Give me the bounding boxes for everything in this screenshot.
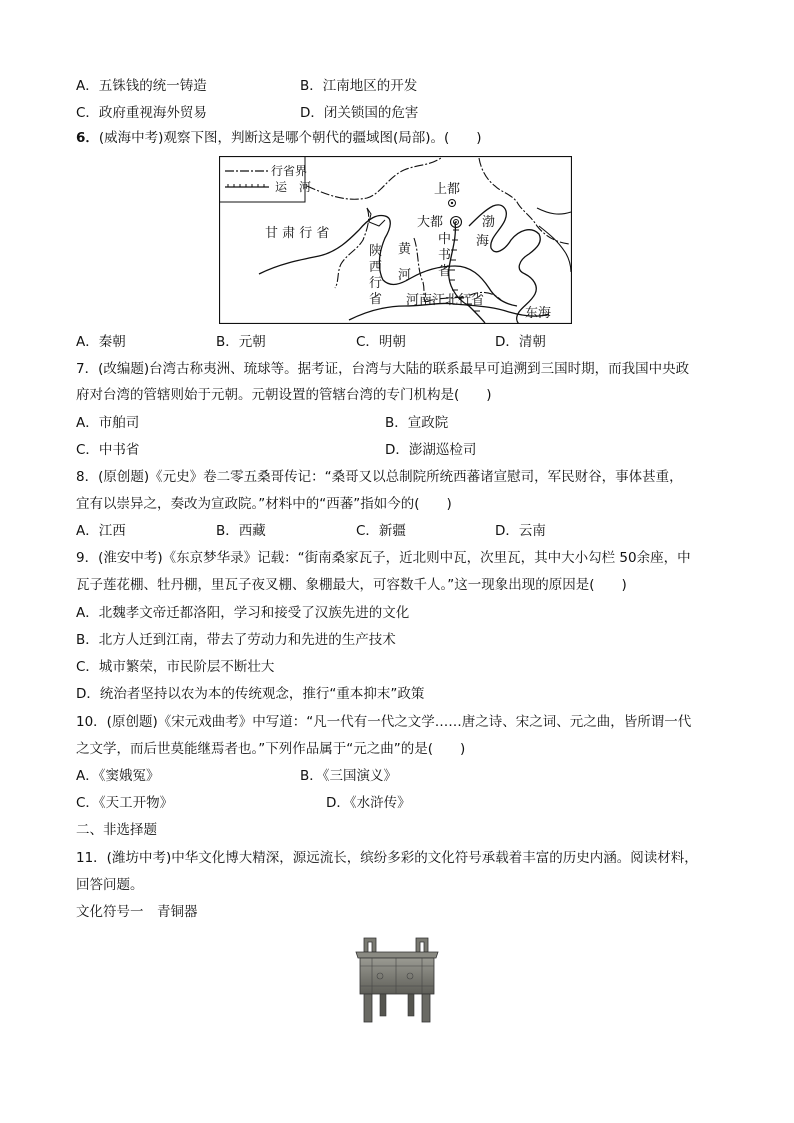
q8-line-1: 8．(原创题)《元史》卷二零五桑哥传记：“桑哥又以总制院所统西蕃诸宣慰司，军民财谷，事体甚重， <box>76 469 683 485</box>
q5-option-c: C．政府重视海外贸易 <box>76 105 207 121</box>
q10-option-a: A．《窦娥冤》 <box>76 768 160 784</box>
q9-option-d: D．统治者坚持以农为本的传统观念，推行“重本抑末”政策 <box>76 686 425 702</box>
q8-line-2: 宜有以崇异之，奏改为宣政院。”材料中的“西蕃”指如今的( ) <box>76 496 452 512</box>
shaanxi-char-2: 西 <box>369 260 383 275</box>
q11-line-1: 11．(潍坊中考)中华文化博大精深，源远流长，缤纷多彩的文化符号承载着丰富的历史内涵。阅读材料， <box>76 850 698 866</box>
rim <box>356 952 438 958</box>
yellow-river-char-2: 河 <box>398 268 412 283</box>
right-handle <box>416 938 428 952</box>
dadu-dot <box>455 221 457 223</box>
q6-option-c: C．明朝 <box>356 334 406 350</box>
q6-option-d: D．清朝 <box>495 334 546 350</box>
q9-option-a: A．北魏孝文帝迁都洛阳，学习和接受了汉族先进的文化 <box>76 605 410 621</box>
q7-line-2: 府对台湾的管辖则始于元朝。元朝设置的管辖台湾的专门机构是( ) <box>76 387 492 403</box>
q8-option-b: B．西藏 <box>216 523 266 539</box>
q9-option-c: C．城市繁荣，市民阶层不断壮大 <box>76 659 275 675</box>
q6-option-b: B．元朝 <box>216 334 266 350</box>
zhongshu-char-3: 省 <box>438 264 452 279</box>
zhongshu-char-1: 中 <box>438 232 452 247</box>
legend-boundary-label: 行省界 <box>271 164 308 178</box>
left-handle <box>364 938 376 952</box>
q9-option-b: B．北方人迁到江南，带去了劳动力和先进的生产技术 <box>76 632 396 648</box>
leg-2 <box>422 994 430 1022</box>
q10-line-1: 10．(原创题)《宋元戏曲考》中写道：“凡一代有一代之文学……唐之诗、宋之词、元之曲，皆所谓一代 <box>76 714 692 730</box>
shaanxi-char-3: 行 <box>369 276 383 291</box>
q7-option-b: B．宣政院 <box>385 415 449 431</box>
bohai-char-2: 海 <box>476 234 490 249</box>
q9-line-1: 9．(淮安中考)《东京梦华录》记载：“街南桑家瓦子，近北则中瓦，次里瓦，其中大小勾栏 50余座，中 <box>76 550 691 566</box>
shangdu-label: 上都 <box>434 182 461 197</box>
q5-option-d: D．闭关锁国的危害 <box>300 105 419 121</box>
cultural-symbol-1: 文化符号一 青铜器 <box>76 904 198 920</box>
donghai-label: 东海 <box>525 306 552 321</box>
henan-jiangbei-label: 河南江北行省 <box>406 293 485 308</box>
shaanxi-char-4: 省 <box>369 292 383 307</box>
q10-option-d: D．《水浒传》 <box>326 795 411 811</box>
shangdu-dot <box>451 202 453 204</box>
bronze-ding-image <box>352 934 442 1026</box>
q5-option-a: A．五铢钱的统一铸造 <box>76 78 207 94</box>
dadu-label: 大都 <box>417 215 444 230</box>
leg-1 <box>364 994 372 1022</box>
q8-option-a: A．江西 <box>76 523 126 539</box>
q6-stem-text: (威海中考)观察下图，判断这是哪个朝代的疆域图(局部)。( ) <box>98 130 482 146</box>
zhongshu-char-2: 书 <box>438 248 452 263</box>
q10-line-2: 之文学，而后世莫能继焉者也。”下列作品属于“元之曲”的是( ) <box>76 741 466 757</box>
leg-3 <box>380 994 386 1016</box>
leg-4 <box>408 994 414 1016</box>
q6-number: 6． <box>76 130 99 146</box>
q7-option-c: C．中书省 <box>76 442 140 458</box>
q7-option-a: A．市舶司 <box>76 415 140 431</box>
legend-canal-label: 运 河 <box>275 180 312 194</box>
shaanxi-char-1: 陕 <box>369 244 383 259</box>
q5-option-b: B．江南地区的开发 <box>300 78 418 94</box>
q9-line-2: 瓦子莲花棚、牡丹棚，里瓦子夜叉棚、象棚最大，可容数千人。”这一现象出现的原因是( ) <box>76 577 627 593</box>
q7-option-d: D．澎湖巡检司 <box>385 442 477 458</box>
body <box>360 958 434 994</box>
bohai-char-1: 渤 <box>482 215 496 230</box>
gansu-label: 甘 肃 行 省 <box>265 226 330 241</box>
yuan-territory-map <box>219 156 572 324</box>
q6-option-a: A．秦朝 <box>76 334 126 350</box>
q10-option-c: C．《天工开物》 <box>76 795 174 811</box>
section-title: 二、非选择题 <box>76 822 157 838</box>
q8-option-d: D．云南 <box>495 523 546 539</box>
q6-stem <box>76 128 482 148</box>
q8-option-c: C．新疆 <box>356 523 406 539</box>
q7-line-1: 7．(改编题)台湾古称夷洲、琉球等。据考证，台湾与大陆的联系最早可追溯到三国时期，而我国中央政 <box>76 361 690 377</box>
q10-option-b: B．《三国演义》 <box>300 768 398 784</box>
q11-line-2: 回答问题。 <box>76 877 144 893</box>
yellow-river-char-1: 黄 <box>398 242 412 257</box>
